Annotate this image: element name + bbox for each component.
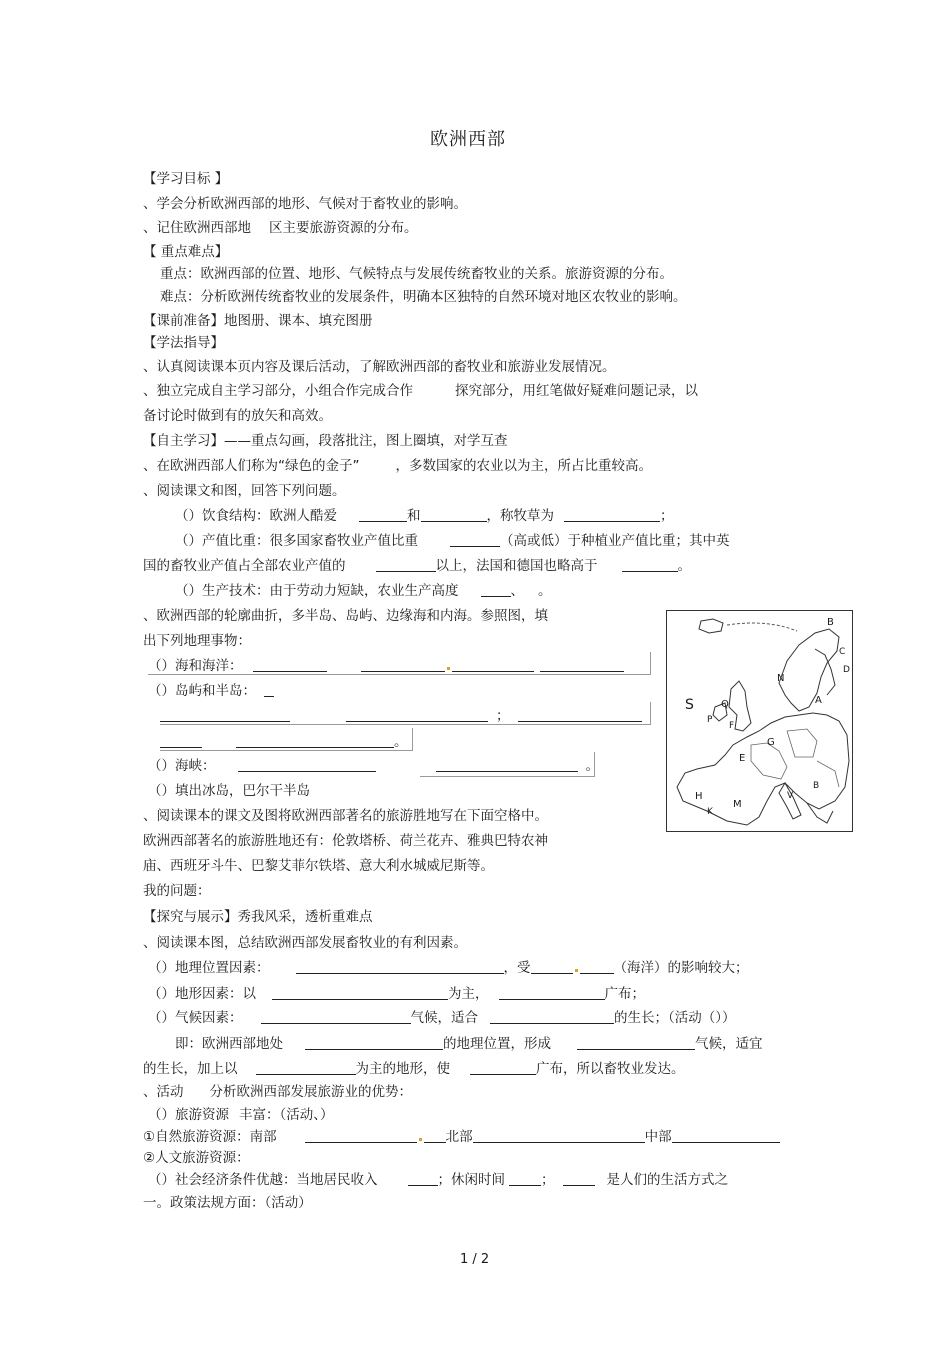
map-label: E (739, 753, 746, 764)
e2-1: （）旅游资源 丰富：（活动、） (148, 1107, 334, 1123)
blank[interactable] (261, 1009, 411, 1024)
answer-box (420, 752, 595, 777)
map-label: H (695, 791, 703, 802)
e2-cultural: ②人文旅游资源： (143, 1150, 250, 1166)
q2: 、阅读课文和图，回答下列问题。 (143, 483, 346, 499)
map-label: Q (721, 699, 729, 710)
difficult-point: 难点：分析欧洲传统畜牧业的发展条件，明确本区独特的自然环境对地区农牧业的影响。 (160, 289, 687, 305)
map-label: D (843, 665, 850, 675)
q1: 、在欧洲西部人们称为“绿色的金子” ，多数国家的农业以为主，所占比重较高。 (143, 458, 652, 474)
map-label: C (839, 647, 846, 657)
blank[interactable] (531, 959, 573, 974)
page-number: 1 / 2 (460, 1252, 490, 1267)
iceland-shape (699, 619, 723, 633)
blank[interactable] (470, 1060, 536, 1075)
q4: 、阅读课本的课文及图将欧洲西部著名的旅游胜地写在下面空格中。 (143, 808, 548, 824)
e2-natural: ①自然旅游资源：南部 北部 中部 (143, 1128, 780, 1146)
section-preparation: 【课前准备】地图册、课本、填充图册 (143, 313, 373, 329)
blank[interactable] (509, 1171, 541, 1186)
blank[interactable] (238, 757, 376, 772)
answer-box (160, 728, 413, 751)
blank[interactable] (622, 557, 678, 572)
map-label: F (729, 721, 735, 731)
map-label: A (815, 695, 822, 706)
e2-2: （）社会经济条件优越：当地居民收入 ；休闲时间 ； 是人们的生活方式之 (148, 1172, 728, 1188)
e1-summary: 即：欧洲西部地处 的地理位置，形成 气候，适宜 (175, 1036, 763, 1052)
q3-cont: 出下列地理事物： (143, 633, 251, 649)
map-label: M (733, 799, 742, 810)
blank[interactable] (490, 1009, 614, 1024)
map-label: V (787, 791, 794, 801)
blank[interactable] (305, 1128, 417, 1143)
blank[interactable] (580, 959, 614, 974)
q3-2-blanks-2: 。 (160, 733, 408, 751)
blank[interactable] (296, 959, 504, 974)
map-label: P (707, 715, 713, 725)
q3-1: （）海和海洋： (148, 657, 624, 675)
blank[interactable] (473, 1128, 645, 1143)
map-label: G (767, 737, 775, 748)
my-question: 我的问题： (143, 883, 211, 899)
e2-2-cont: 一。政策法规方面：（活动） (143, 1195, 312, 1211)
blank[interactable] (305, 1035, 443, 1050)
goal-1: 、学会分析欧洲西部的地形、气候对于畜牧业的影响。 (143, 196, 467, 212)
blank[interactable] (264, 682, 274, 697)
q2-1: （）饮食结构：欧洲人酷爱 和 ，称牧草为 ； (175, 508, 674, 524)
blank[interactable] (672, 1128, 780, 1143)
e1-summary-cont: 的生长，加上以 为主的地形，使 广布，所以畜牧业发达。 (143, 1061, 685, 1077)
blank[interactable] (421, 507, 487, 522)
blank[interactable] (577, 1035, 695, 1050)
page-title: 欧洲西部 (430, 129, 506, 150)
q2-2-cont: 国的畜牧业产值占全部农业产值的 以上，法国和德国也略高于 。 (143, 558, 691, 574)
blank[interactable] (499, 985, 605, 1000)
map-label: N (777, 673, 785, 684)
blank[interactable] (563, 1171, 595, 1186)
blank[interactable] (376, 557, 436, 572)
blank[interactable] (450, 532, 500, 547)
section-self-study: 【自主学习】——重点勾画，段落批注，图上圈填，对学互查 (143, 433, 508, 449)
answer-box (148, 652, 651, 675)
section-key-points: 【 重点难点】 (143, 244, 229, 260)
q2-2: （）产值比重：很多国家畜牧业产值比重 （高或低）于种植业产值比重；其中英 (175, 533, 730, 549)
method-1: 、认真阅读课本页内容及课后活动，了解欧洲西部的畜牧业和旅游业发展情况。 (143, 359, 616, 375)
method-2: 、独立完成自主学习部分，小组合作完成合作 探究部分，用红笔做好疑难问题记录，以 (143, 383, 698, 399)
q3-2-blanks: ； (160, 707, 642, 725)
section-method: 【学法指导】 (143, 335, 224, 351)
q3-2: （）岛屿和半岛： (148, 682, 274, 700)
goal-2: 、记住欧洲西部地 区主要旅游资源的分布。 (143, 220, 418, 236)
e2: 、活动 分析欧洲西部发展旅游业的优势： (143, 1084, 412, 1100)
scandinavia-shape (779, 629, 839, 711)
e1-2: （）地形因素：以 为主， 广布； (148, 986, 645, 1002)
q3-4: （）填出冰岛，巴尔干半岛 (148, 783, 310, 799)
blank[interactable] (481, 582, 511, 597)
blank[interactable] (408, 1171, 438, 1186)
e1-1: （）地理位置因素： ，受 （海洋）的影响较大； (148, 960, 749, 976)
blank[interactable] (424, 1128, 446, 1143)
map-label: B (827, 617, 834, 628)
e1: 、阅读课本图，总结欧洲西部发展畜牧业的有利因素。 (143, 935, 467, 951)
blank[interactable] (359, 507, 407, 522)
q2-3: （）生产技术：由于劳动力短缺，农业生产高度 、 。 (175, 583, 552, 599)
blank[interactable] (256, 1060, 356, 1075)
blank[interactable] (564, 507, 660, 522)
q3-3: （）海峡： 。 (148, 758, 599, 774)
mainland-shape (677, 713, 849, 825)
section-learning-goals: 【学习目标 】 (143, 171, 229, 187)
map-label: S (685, 697, 694, 713)
map-label: K (707, 807, 713, 817)
method-2-cont: 备讨论时做到有的放矢和高效。 (143, 408, 332, 424)
q4-info-cont: 庙、西班牙斗牛、巴黎艾菲尔铁塔、意大利水城威尼斯等。 (143, 858, 494, 874)
section-explore: 【探究与展示】秀我风采，透析重难点 (143, 909, 373, 925)
key-point: 重点：欧洲西部的位置、地形、气候特点与发展传统畜牧业的关系。旅游资源的分布。 (160, 266, 673, 282)
map-label: B (813, 781, 820, 791)
western-europe-map (666, 610, 853, 832)
answer-box (160, 702, 651, 725)
q3: 、欧洲西部的轮廓曲折，多半岛、岛屿、边缘海和内海。参照图，填 (143, 608, 548, 624)
e1-3: （）气候因素： 气候，适合 的生长；（活动（）） (148, 1010, 736, 1026)
q4-info: 欧洲西部著名的旅游胜地还有：伦敦塔桥、荷兰花卉、雅典巴特农神 (143, 833, 548, 849)
blank[interactable] (272, 985, 448, 1000)
